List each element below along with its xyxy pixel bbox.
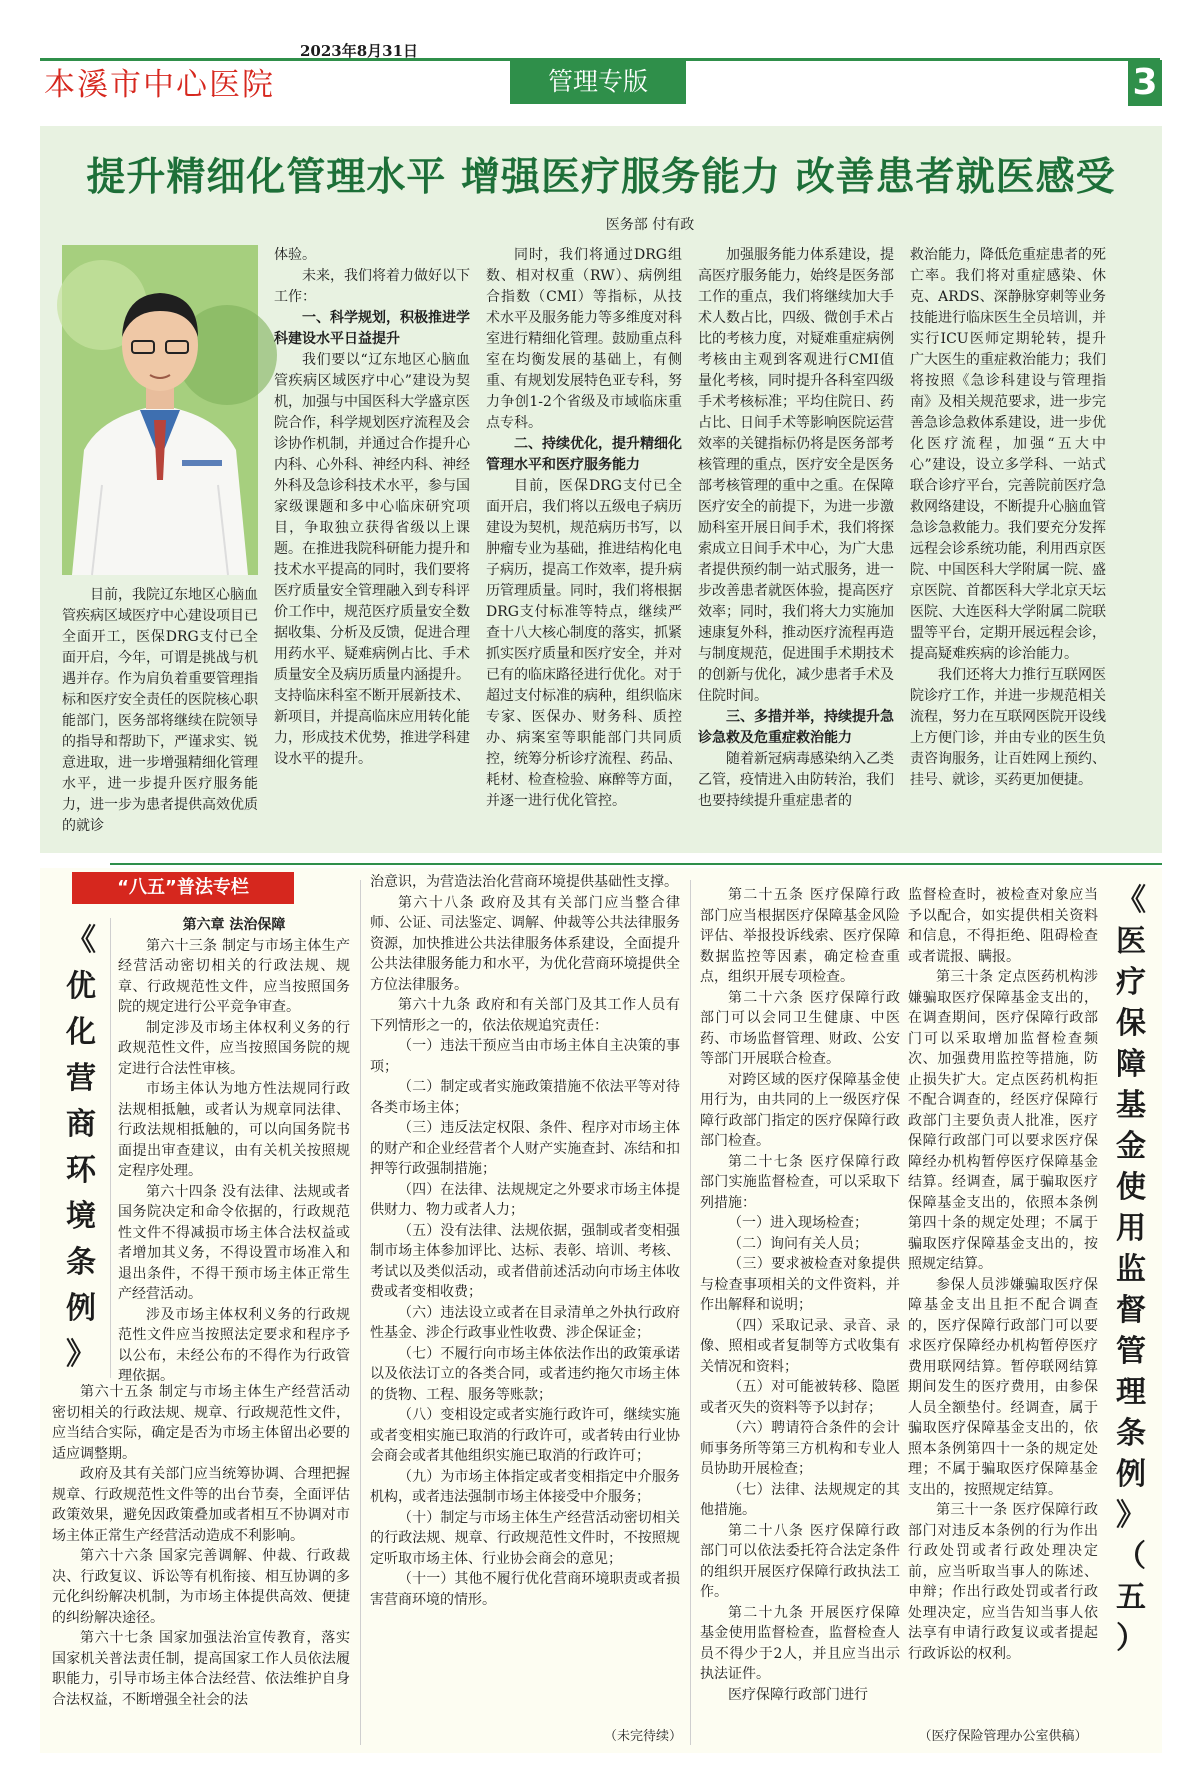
- law-column-tag: “八五”普法专栏: [72, 872, 294, 904]
- paragraph: 同时，我们将通过DRG组数、相对权重（RW）、病例组合指数（CMI）等指标，从技术水平及服务能力等多维度对科室进行精细化管理。鼓励重点科室在均衡发展的基础上，有侧重、有规划发展特色亚专科，努力争创1-2个省级及市域临床重点专科。: [486, 247, 682, 431]
- article-column-1: [62, 585, 258, 847]
- to-be-continued: （未完待续）: [603, 1729, 682, 1744]
- hospital-logo-text: 本溪市中心医院: [44, 67, 275, 103]
- column-rule: [360, 880, 361, 1745]
- law-column-d: [908, 885, 1098, 1725]
- paragraph: 第六十九条 政府和有关部门及其工作人员有下列情形之一的，依法依规追究责任：: [370, 997, 680, 1034]
- paragraph: 随着新冠病毒感染纳入乙类乙管，疫情进入由防转治，我们也要持续提升重症患者的: [698, 751, 894, 809]
- paragraph: 政府及其有关部门应当统筹协调、合理把握规章、行政规范性文件等的出台节奏，全面评估政策效果，避免因政策叠加或者相互不协调对市场主体正常生产经营活动造成不利影响。: [52, 1466, 350, 1544]
- article-column-3: [486, 245, 682, 847]
- paragraph: 第六十八条 政府及其有关部门应当整合律师、公证、司法鉴定、调解、仲裁等公共法律服务资源，加快推进公共法律服务体系建设，全面提升公共法律服务能力和水平，为优化营商环境提供全方位法律服务。: [370, 894, 680, 993]
- paragraph: 第二十七条 医疗保障行政部门实施监督检查，可以采取下列措施：: [700, 1153, 900, 1211]
- paragraph: 涉及市场主体权利义务的行政规范性文件应当按照法定要求和程序予以公布，未经公布的不得作为行政管理依据。: [118, 1306, 350, 1384]
- paragraph: 第三十一条 医疗保障行政部门对违反本条例的行为作出行政处罚或者行政处理决定前，应当听取当事人的陈述、申辩；作出行政处罚或者行政处理决定，应当告知当事人依法享有申请行政复议或者提起行政诉讼的权利。: [908, 1502, 1098, 1662]
- paragraph: 我们还将大力推行互联网医院诊疗工作，并进一步规范相关流程，努力在互联网医院开设线上方便门诊，并由专业的医生负责咨询服务，让百姓网上预约、挂号、就诊，买药更加便捷。: [910, 667, 1106, 788]
- paragraph: （四）在法律、法规规定之外要求市场主体提供财力、物力或者人力；: [370, 1181, 680, 1218]
- paragraph: 第六十七条 国家加强法治宣传教育，落实国家机关普法责任制，提高国家工作人员依法履职能力，引导市场主体合法经营、依法维护自身合法权益，不断增强全社会的法: [52, 1630, 350, 1708]
- paragraph: （四）采取记录、录音、录像、照相或者复制等方式收集有关情况和资料；: [700, 1317, 900, 1375]
- article-byline: 医务部 付有政: [605, 217, 695, 233]
- article-headline: 提升精细化管理水平 增强医疗服务能力 改善患者就医感受: [86, 155, 1116, 200]
- paragraph: 第三十条 定点医药机构涉嫌骗取医疗保障基金支出的，在调查期间，医疗保障行政部门可以采取增加监督检查频次、加强费用监控等措施，防止损失扩大。定点医药机构拒不配合调查的，经医疗保障行政部门主要负责人批准，医疗保障行政部门可以要求医疗保障经办机构暂停医疗保障基金结算。经调查，属于骗取医疗保障基金支出的，依照本条例第四十条的规定处理；不属于骗取医疗保障基金支出的，按照规定结算。: [908, 969, 1098, 1272]
- article-column-2: [274, 245, 470, 847]
- paragraph: （三）要求被检查对象提供与检查事项相关的文件资料，并作出解释和说明；: [700, 1256, 900, 1313]
- section-heading: 第六章 法治保障: [182, 917, 286, 933]
- paragraph: 对跨区域的医疗保障基金使用行为，由共同的上一级医疗保障行政部门指定的医疗保障行政部门检查。: [700, 1071, 900, 1149]
- article-column-5: [910, 245, 1106, 847]
- paragraph: （五）没有法律、法规依据，强制或者变相强制市场主体参加评比、达标、表彰、培训、考核、考试以及类似活动，或者借前述活动向市场主体收费或者变相收费；: [370, 1222, 680, 1300]
- paragraph: （七）不履行向市场主体依法作出的政策承诺以及依法订立的各类合同，或者违约拖欠市场主体的货物、工程、服务等账款；: [370, 1345, 680, 1403]
- paragraph: （五）对可能被转移、隐匿或者灭失的资料等予以封存；: [700, 1379, 900, 1416]
- paragraph: 监督检查时，被检查对象应当予以配合，如实提供相关资料和信息，不得拒绝、阻碍检查或者谎报、瞒报。: [908, 887, 1098, 965]
- section-heading: 二、持续优化，提升精细化管理水平和医疗服务能力: [486, 436, 682, 473]
- paragraph: 第六十四条 没有法律、法规或者国务院决定和命令依据的，行政规范性文件不得减损市场主体合法权益或者增加其义务，不得设置市场准入和退出条件，不得干预市场主体正常生产经营活动。: [118, 1183, 350, 1302]
- paragraph: （二）询问有关人员；: [728, 1235, 868, 1252]
- paragraph: 第六十五条 制定与市场主体生产经营活动密切相关的行政法规、规章、行政规范性文件，应当结合实际，确定是否为市场主体留出必要的适应调整期。: [52, 1384, 350, 1462]
- paragraph: 第二十六条 医疗保障行政部门可以会同卫生健康、中医药、市场监督管理、财政、公安等部门开展联合检查。: [700, 989, 900, 1067]
- section-heading: 一、科学规划，积极推进学科建设水平日益提升: [274, 310, 470, 347]
- paragraph: （三）违反法定权限、条件、程序对市场主体的财产和企业经营者个人财产实施查封、冻结和扣押等行政强制措施；: [370, 1120, 680, 1177]
- paragraph: 第二十五条 医疗保障行政部门应当根据医疗保障基金风险评估、举报投诉线索、医疗保障数据监控等因素，确定检查重点，组织开展专项检查。: [700, 887, 900, 985]
- section-heading: 三、多措并举，持续提升急诊急救及危重症救治能力: [698, 709, 894, 746]
- paragraph: （六）违法设立或者在目录清单之外执行政府性基金、涉企行政事业性收费、涉企保证金；: [370, 1304, 680, 1341]
- paragraph: 第二十九条 开展医疗保障基金使用监督检查，监督检查人员不得少于2人，并且应当出示执法证件。: [700, 1604, 900, 1682]
- paragraph: 体验。: [274, 247, 316, 263]
- paragraph: （二）制定或者实施政策措施不依法平等对待各类市场主体；: [370, 1079, 680, 1116]
- vertical-title-medical-insurance: 《 医 疗 保 障 基 金 使 用 监 督 管 理 条 例 》 （ 五 ）: [1116, 883, 1146, 1656]
- author-photo: [62, 245, 258, 575]
- paragraph: （六）聘请符合条件的会计师事务所等第三方机构和专业人员协助开展检查；: [700, 1420, 900, 1477]
- section-divider: [110, 863, 1162, 865]
- doctor-portrait-icon: [62, 245, 258, 575]
- paragraph: 未来，我们将着力做好以下工作：: [274, 268, 470, 305]
- paragraph: 目前，医保DRG支付已全面开启，我们将以五级电子病历建设为契机，规范病历书写，以肿瘤专业为基础，推进结构化电子病历，提高工作效率，提升病历管理质量。同时，我们将根据DRG支付标准等特点，继续严查十八大核心制度的落实，抓紧抓实医疗质量和医疗安全，并对已有的临床路径进行优化。对于超过支付标准的病种，组织临床专家、医保办、财务科、质控办、病案室等职能部门共同质控，统筹分析诊疗流程、药品、耗材、检查检验、麻醉等方面，并逐一进行优化管控。: [486, 478, 682, 809]
- paragraph: （九）为市场主体指定或者变相指定中介服务机构，或者违法强制市场主体接受中介服务；: [370, 1468, 680, 1505]
- law-column-c: [700, 885, 900, 1745]
- paragraph: 市场主体认为地方性法规同行政法规相抵触，或者认为规章同法律、行政法规相抵触的，可以向国务院书面提出审查建议，由有关机关按照规定程序处理。: [118, 1081, 350, 1179]
- paragraph: 治意识，为营造法治化营商环境提供基础性支撑。: [370, 874, 678, 890]
- paragraph: 目前，我院辽东地区心脑血管疾病区域医疗中心建设项目已全面开工，医保DRG支付已全面开启，今年，可谓是挑战与机遇并存。作为肩负着重要管理指标和医疗安全责任的医院核心职能部门，医务部将继续在院领导的指导和帮助下，严谨求实、锐意进取，进一步增强精细化管理水平，进一步提升医疗服务能力，进一步为患者提供高效优质的就诊: [62, 587, 258, 834]
- law-column-a-top: [118, 915, 350, 1384]
- paragraph: （一）违法干预应当由市场主体自主决策的事项；: [370, 1038, 680, 1075]
- paragraph: 第六十三条 制定与市场主体生产经营活动密切相关的行政法规、规章、行政规范性文件，应当按照国务院的规定进行公平竞争审查。: [118, 937, 350, 1015]
- paragraph: （十一）其他不履行优化营商环境职责或者损害营商环境的情形。: [370, 1571, 680, 1608]
- paragraph: （十）制定与市场主体生产经营活动密切相关的行政法规、规章、行政规范性文件时，不按照规定听取市场主体、行业协会商会的意见；: [370, 1509, 680, 1567]
- paragraph: 第二十八条 医疗保障行政部门可以依法委托符合法定条件的组织开展医疗保障行政执法工作。: [700, 1522, 900, 1600]
- paragraph: 加强服务能力体系建设，提高医疗服务能力，始终是医务部工作的重点，我们将继续加大手术人数占比，四级、微创手术占比的考核力度，对疑难重症病例考核由主观到客观进行CMI值量化考核，同时提升各科室四级手术考核标准；平均住院日、药占比、日间手术等影响医院运营效率的关键指标仍将是医务部考核管理的重点，医疗安全是医务部考核管理的重中之重。在保障医疗安全的前提下，为进一步激励科室开展日间手术，我们将探索成立日间手术中心，为广大患者提供预约制一站式服务，进一步改善患者就医体验，提高医疗效率；同时，我们将大力实施加速康复外科，推动医疗流程再造与制度规范，促进围手术期技术的创新与优化，减少患者手术及住院时间。: [698, 247, 894, 704]
- paragraph: 制定涉及市场主体权利义务的行政规范性文件，应当按照国务院的规定进行合法性审核。: [118, 1019, 350, 1077]
- paragraph: （七）法律、法规规定的其他措施。: [700, 1481, 900, 1518]
- contributor-credit: （医疗保险管理办公室供稿）: [918, 1729, 1088, 1744]
- edition-label: 管理专版: [510, 60, 686, 104]
- paragraph: 救治能力，降低危重症患者的死亡率。我们将对重症感染、休克、ARDS、深静脉穿刺等业务技能进行临床医生全员培训，并实行ICU医师定期轮转，提升广大医生的重症救治能力；我们将按照《急诊科建设与管理指南》及相关规范要求，进一步完善急诊急救体系建设，进一步优化医疗流程，加强“五大中心”建设，设立多学科、一站式联合诊疗平台，完善院前医疗急救网络建设，不断提升心脑血管急诊急救能力。我们要充分发挥远程会诊系统功能，利用西京医院、中国医科大学附属一院、盛京医院、首都医科大学北京天坛医院、大连医科大学附属二院联盟等平台，定期开展远程会诊，提高疑难疾病的诊治能力。: [910, 247, 1106, 662]
- issue-date: 2023年8月31日: [300, 42, 419, 60]
- paragraph: 参保人员涉嫌骗取医疗保障基金支出且拒不配合调查的，医疗保障行政部门可以要求医疗保障经办机构暂停医疗费用联网结算。暂停联网结算期间发生的医疗费用，由参保人员全额垫付。经调查，属于骗取医疗保障基金支出的，依照本条例第四十一条的规定处理；不属于骗取医疗保障基金支出的，按照规定结算。: [908, 1276, 1098, 1498]
- law-column-b: [370, 872, 680, 1732]
- paragraph: （一）进入现场检查；: [728, 1215, 868, 1231]
- column-rule: [690, 880, 691, 1745]
- paragraph: 我们要以“辽东地区心脑血管疾病区域医疗中心”建设为契机，加强与中国医科大学盛京医院合作，科学规划医疗流程及会诊协作机制，并通过合作提升心内科、心外科、神经内科、神经外科及急诊科技术水平，参与国家级课题和多中心临床研究项目，争取独立获得省级以上课题。在推进我院科研能力提升和技术水平提高的同时，我们要将医疗质量安全管理融入到专科评价工作中，规范医疗质量安全数据收集、分析及反馈，促进合理用药水平、疑难病例占比、手术质量安全及病历质量内涵提升。支持临床科室不断开展新技术、新项目，并提高临床应用转化能力，形成技术优势，推进学科建设水平的提升。: [274, 352, 470, 767]
- paragraph: 医疗保障行政部门进行: [728, 1686, 868, 1703]
- paragraph: （八）变相设定或者实施行政许可，继续实施或者变相实施已取消的行政许可，或者转由行业协会商会或者其他组织实施已取消的行政许可；: [370, 1407, 680, 1464]
- paragraph: 第六十六条 国家完善调解、仲裁、行政裁决、行政复议、诉讼等有机衔接、相互协调的多元化纠纷解决机制，为市场主体提供高效、便捷的纠纷解决途径。: [52, 1548, 350, 1626]
- article-column-4: [698, 245, 894, 847]
- vertical-title-business-environment: 《 优 化 营 商 环 境 条 例 》: [52, 918, 111, 1378]
- page-number: 3: [1128, 60, 1162, 106]
- law-column-a-bottom: [52, 1382, 350, 1748]
